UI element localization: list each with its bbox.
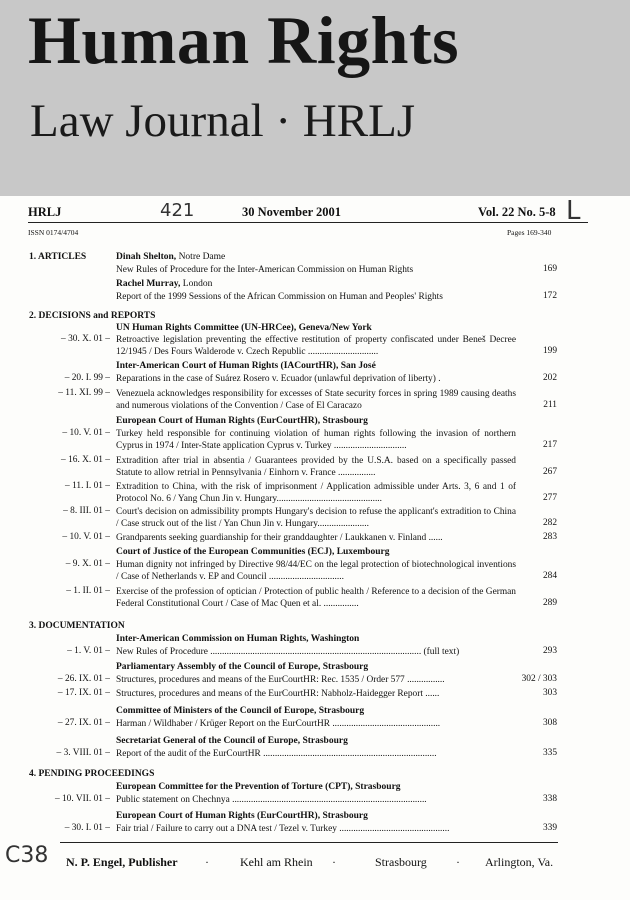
- entry-text: Structures, procedures and means of the EurCourtHR: Rec. 1535 / Order 577 ................: [116, 675, 445, 685]
- handwritten-stamp: C38: [5, 843, 49, 868]
- court-heading: UN Human Rights Committee (UN-HRCee), Geneva/New York: [116, 323, 372, 333]
- page-number: 308: [542, 718, 557, 728]
- article-title: Report of the 1999 Sessions of the African Commission on Human and Peoples' Rights: [116, 292, 443, 302]
- entry-text: New Rules of Procedure .......................................................................................... (full text): [116, 647, 460, 657]
- page-number: 283: [542, 532, 557, 542]
- page-number: 339: [542, 823, 557, 833]
- entry-text: Report of the audit of the EurCourtHR ..........................................................................: [116, 749, 437, 759]
- journal-subtitle: Law Journal · HRLJ: [30, 95, 416, 147]
- entry-text: Structures, procedures and means of the EurCourtHR: Nabholz-Haidegger Report ......: [116, 689, 440, 699]
- page-number: 284: [542, 571, 557, 581]
- entry-text: Extradition after trial in absentia / Guarantees provided by the U.S.A. based on a specifically passed Statute to allow retrial in Pennsylvania / Einhorn v. France ................: [116, 456, 516, 479]
- entry-text: Public statement on Chechnya ...................................................................................: [116, 795, 427, 805]
- publisher-name: N. P. Engel, Publisher: [66, 855, 178, 869]
- entry-text: Venezuela acknowledges responsibility for excesses of State security forces in spring 1989 causing deaths and numerous violations of the Convention / Case of El Caracazo: [116, 389, 516, 412]
- court-heading: European Court of Human Rights (EurCourtHR), Strasbourg: [116, 811, 368, 821]
- court-heading: Inter-American Commission on Human Rights, Washington: [116, 634, 360, 644]
- entry-text: Harman / Wildhaber / Krüger Report on the EurCourtHR ..............................................: [116, 719, 441, 729]
- separator: ·: [205, 855, 209, 869]
- page-number: 282: [542, 518, 557, 528]
- court-heading: Parliamentary Assembly of the Council of Europe, Strasbourg: [116, 662, 369, 672]
- entry-text: Retroactive legislation preventing the effective restitution of property confiscated under Beneš Decree 12/1945 / Des Fours Walderode v. Czech Republic ..............................: [116, 335, 516, 358]
- entry-date: – 16. X. 01 –: [61, 455, 110, 465]
- entry-date: – 20. I. 99 –: [64, 373, 110, 383]
- entry-date: – 1. II. 01 –: [66, 586, 110, 596]
- page-number: 303: [542, 688, 557, 698]
- page-number: 211: [543, 400, 557, 410]
- entry-date: – 30. I. 01 –: [64, 823, 110, 833]
- journal-abbr: HRLJ: [28, 205, 62, 219]
- entry-text: Court's decision on admissibility prompts Hungary's decision to refuse the applicant's extradition to China / Case struck out of the list / Yan Chun Jin v. Hungary......................: [116, 507, 516, 530]
- handwritten-mark: L: [566, 196, 581, 226]
- city-kehl: Kehl am Rhein: [240, 855, 313, 869]
- entry-text: Turkey held responsible for continuing violation of human rights following the invasion of northern Cyprus in 1974 / Inter-State application Cyprus v. Turkey ...............................: [116, 429, 516, 452]
- entry-text: Reparations in the case of Suárez Rosero v. Ecuador (unlawful deprivation of liberty) .: [116, 374, 441, 384]
- separator: ·: [456, 855, 460, 869]
- page-range: Pages 169-340: [507, 228, 552, 237]
- entry-text: Grandparents seeking guardianship for their granddaughter / Laukkanen v. Finland ......: [116, 533, 443, 543]
- court-heading: Inter-American Court of Human Rights (IACourtHR), San José: [116, 361, 376, 371]
- entry-text: Human dignity not infringed by Directive 98/44/EC on the legal protection of biotechnological inventions / Case of Netherlands v. EP and Council ................................: [116, 560, 516, 583]
- article-author: Rachel Murray, London: [116, 279, 213, 289]
- entry-date: – 3. VIII. 01 –: [56, 748, 110, 758]
- footer-rule: [60, 842, 558, 843]
- court-heading: Court of Justice of the European Communities (ECJ), Luxembourg: [116, 547, 390, 557]
- entry-date: – 8. III. 01 –: [63, 506, 110, 516]
- entry-date: – 27. IX. 01 –: [57, 718, 110, 728]
- entry-text: Fair trial / Failure to carry out a DNA test / Tezel v. Turkey ...............................................: [116, 824, 450, 834]
- court-heading: European Committee for the Prevention of Torture (CPT), Strasbourg: [116, 782, 401, 792]
- header-rule: [28, 222, 588, 223]
- entry-text: Exercise of the profession of optician / Protection of public health / Reference to a decision of the German Federal Constitutional Court / Case of Mac Quen et al. ...............: [116, 587, 516, 610]
- article-author: Dinah Shelton, Notre Dame: [116, 252, 226, 262]
- masthead-banner: [0, 0, 630, 196]
- page-number: 172: [542, 291, 557, 301]
- page-number: 289: [542, 598, 557, 608]
- entry-date: – 10. V. 01 –: [62, 428, 110, 438]
- page-number: 267: [542, 467, 557, 477]
- entry-date: – 11. I. 01 –: [65, 481, 110, 491]
- separator: ·: [332, 855, 336, 869]
- handwritten-number: 421: [160, 200, 195, 221]
- court-heading: Secretariat General of the Council of Europe, Strasbourg: [116, 736, 348, 746]
- city-arlington: Arlington, Va.: [485, 855, 554, 869]
- entry-date: – 10. VII. 01 –: [54, 794, 110, 804]
- issn: ISSN 0174/4704: [28, 228, 79, 237]
- entry-date: – 26. IX. 01 –: [57, 674, 110, 684]
- entry-date: – 10. V. 01 –: [62, 532, 110, 542]
- page-number: 277: [542, 493, 557, 503]
- section-pending: 4. PENDING PROCEEDINGS: [29, 769, 155, 779]
- page-number: 202: [542, 373, 557, 383]
- page-number: 335: [542, 748, 557, 758]
- page-number: 338: [542, 794, 557, 804]
- entry-date: – 1. V. 01 –: [67, 646, 110, 656]
- entry-date: – 30. X. 01 –: [61, 334, 110, 344]
- article-title: New Rules of Procedure for the Inter-American Commission on Human Rights: [116, 265, 414, 275]
- court-heading: European Court of Human Rights (EurCourtHR), Strasbourg: [116, 416, 368, 426]
- issue-date: 30 November 2001: [242, 205, 342, 219]
- entry-date: – 17. IX. 01 –: [57, 688, 110, 698]
- journal-title: Human Rights: [28, 2, 460, 78]
- page-number: 302 / 303: [521, 674, 557, 684]
- section-decisions: 2. DECISIONS and REPORTS: [29, 311, 156, 321]
- section-articles: 1. ARTICLES: [29, 252, 87, 262]
- entry-text: Extradition to China, with the risk of imprisonment / Application admissible under Arts. 3, 6 and 1 of Protocol No. 6 / Yang Chun Jin v. Hungary.............................................: [116, 482, 516, 505]
- city-strasbourg: Strasbourg: [375, 855, 427, 869]
- page-number: 293: [542, 646, 557, 656]
- page-number: 169: [542, 264, 557, 274]
- court-heading: Committee of Ministers of the Council of Europe, Strasbourg: [116, 706, 365, 716]
- page-number: 199: [542, 346, 557, 356]
- volume-number: Vol. 22 No. 5-8: [478, 205, 556, 219]
- entry-date: – 11. XI. 99 –: [58, 388, 110, 398]
- page-number: 217: [542, 440, 557, 450]
- section-documentation: 3. DOCUMENTATION: [29, 621, 125, 631]
- entry-date: – 9. X. 01 –: [65, 559, 110, 569]
